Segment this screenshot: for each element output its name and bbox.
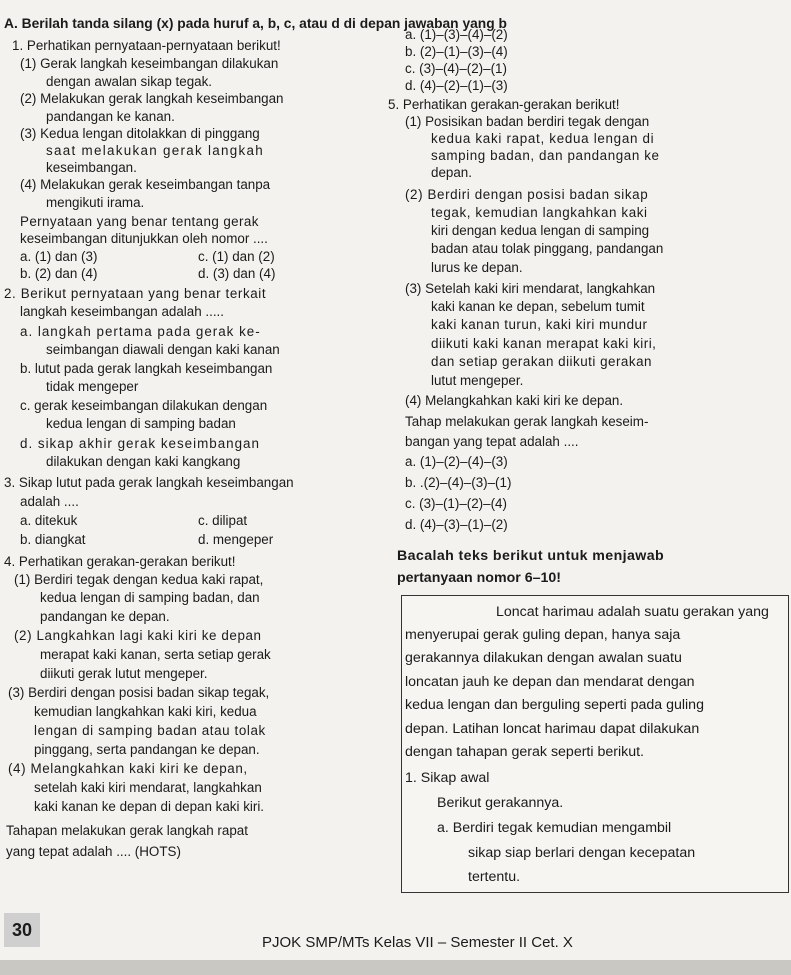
passage-line-4: loncatan jauh ke depan dan mendarat dengan xyxy=(405,674,695,690)
q5-step-1-cont3: depan. xyxy=(431,165,472,180)
question-3-stem-cont: adalah .... xyxy=(20,494,79,509)
q1-statement-3: (3) Kedua lengan ditolakkan di pinggang xyxy=(20,126,260,141)
q1-question-cont: keseimbangan ditunjukkan oleh nomor .... xyxy=(20,231,268,246)
question-3-stem: 3. Sikap lutut pada gerak langkah keseimbangan xyxy=(4,475,294,490)
reading-instruction: Bacalah teks berikut untuk menjawab xyxy=(397,548,665,564)
page-number: 30 xyxy=(4,913,40,947)
q5-step-2-cont3: badan atau tolak pinggang, pandangan xyxy=(431,241,664,256)
q5-step-2-cont: tegak, kemudian langkahkan kaki xyxy=(431,205,648,220)
q4-step-1-cont2: pandangan ke depan. xyxy=(40,609,170,624)
q4-step-4-cont: setelah kaki kiri mendarat, langkahkan xyxy=(34,780,262,795)
passage-line-6: depan. Latihan loncat harimau dapat dilakukan xyxy=(405,721,700,737)
passage-step-1-a-cont: sikap siap berlari dengan kecepatan xyxy=(468,845,696,861)
q4-step-3: (3) Berdiri dengan posisi badan sikap tegak, xyxy=(8,685,270,700)
q1-option-a: a. (1) dan (3) xyxy=(20,249,98,264)
q4-question: Tahapan melakukan gerak langkah rapat xyxy=(6,823,248,838)
q5-question: Tahap melakukan gerak langkah keseim- xyxy=(405,414,649,429)
question-5-stem: 5. Perhatikan gerakan-gerakan berikut! xyxy=(388,97,620,112)
q5-step-3: (3) Setelah kaki kiri mendarat, langkahkan xyxy=(405,281,656,296)
q5-step-4: (4) Melangkahkan kaki kiri ke depan. xyxy=(405,393,624,408)
q4-option-b: b. (2)–(1)–(3)–(4) xyxy=(405,44,508,59)
q3-option-d: d. mengeper xyxy=(198,532,274,547)
q5-question-cont: bangan yang tepat adalah .... xyxy=(405,434,579,449)
book-title: PJOK SMP/MTs Kelas VII – Semester II Cet. X xyxy=(262,934,573,951)
q4-step-4: (4) Melangkahkan kaki kiri ke depan, xyxy=(8,761,248,776)
q4-step-3-cont: kemudian langkahkan kaki kiri, kedua xyxy=(34,704,257,719)
q1-statement-2-cont: pandangan ke kanan. xyxy=(46,109,175,124)
passage-step-1-a: a. Berdiri tegak kemudian mengambil xyxy=(437,820,672,836)
passage-line-5: kedua lengan dan berguling seperti pada guling xyxy=(405,697,704,713)
q1-statement-1: (1) Gerak langkah keseimbangan dilakukan xyxy=(20,56,279,71)
q5-step-1: (1) Posisikan badan berdiri tegak dengan xyxy=(405,114,650,129)
q4-step-3-cont2: lengan di samping badan atau tolak xyxy=(34,723,266,738)
q4-option-c: c. (3)–(4)–(2)–(1) xyxy=(405,61,507,76)
q1-statement-3-cont2: keseimbangan. xyxy=(46,160,137,175)
q4-step-4-cont2: kaki kanan ke depan di depan kaki kiri. xyxy=(34,799,265,814)
q5-step-3-cont: kaki kanan ke depan, sebelum tumit xyxy=(431,299,645,314)
q1-option-b: b. (2) dan (4) xyxy=(20,266,98,281)
q5-option-b: b. .(2)–(4)–(3)–(1) xyxy=(405,475,512,490)
q3-option-a: a. ditekuk xyxy=(20,513,78,528)
q5-step-3-cont5: lutut mengeper. xyxy=(431,373,524,388)
q5-step-3-cont4: dan setiap gerakan diikuti gerakan xyxy=(431,354,652,369)
passage-step-1-intro: Berikut gerakannya. xyxy=(437,795,564,811)
q3-option-b: b. diangkat xyxy=(20,532,86,547)
passage-line-1: Loncat harimau adalah suatu gerakan yang xyxy=(496,604,769,620)
q2-option-d: d. sikap akhir gerak keseimbangan xyxy=(20,436,260,451)
q4-step-1: (1) Berdiri tegak dengan kedua kaki rapat, xyxy=(14,572,264,587)
q4-step-2: (2) Langkahkan lagi kaki kiri ke depan xyxy=(14,628,262,643)
q4-option-d: d. (4)–(2)–(1)–(3) xyxy=(405,78,508,93)
q2-option-b-cont: tidak mengeper xyxy=(46,379,139,394)
q1-statement-4-cont: mengikuti irama. xyxy=(46,195,145,210)
question-4-stem: 4. Perhatikan gerakan-gerakan berikut! xyxy=(4,554,236,569)
q1-statement-2: (2) Melakukan gerak langkah keseimbangan xyxy=(20,91,284,106)
q1-statement-3-cont: saat melakukan gerak langkah xyxy=(46,143,265,158)
q4-step-1-cont: kedua lengan di samping badan, dan xyxy=(40,590,260,605)
q4-question-cont: yang tepat adalah .... (HOTS) xyxy=(6,844,181,859)
q2-option-c-cont: kedua lengan di samping badan xyxy=(46,416,236,431)
q5-option-c: c. (3)–(1)–(2)–(4) xyxy=(405,496,507,511)
question-2-stem: 2. Berikut pernyataan yang benar terkait xyxy=(4,286,267,301)
q5-step-3-cont2: kaki kanan turun, kaki kiri mundur xyxy=(431,317,648,332)
q2-option-a: a. langkah pertama pada gerak ke- xyxy=(20,324,261,339)
q1-question: Pernyataan yang benar tentang gerak xyxy=(20,214,259,229)
q5-option-d: d. (4)–(3)–(1)–(2) xyxy=(405,517,508,532)
q2-option-a-cont: seimbangan diawali dengan kaki kanan xyxy=(46,342,280,357)
section-title: A. Berilah tanda silang (x) pada huruf a, b, c, atau d di depan jawaban yang b xyxy=(4,16,507,31)
q5-step-2-cont2: kiri dengan kedua lengan di samping xyxy=(431,223,650,238)
passage-step-1-a-cont2: tertentu. xyxy=(468,869,521,885)
passage-line-2: menyerupai gerak guling depan, hanya saja xyxy=(405,627,681,643)
q2-option-d-cont: dilakukan dengan kaki kangkang xyxy=(46,454,241,469)
q4-step-2-cont: merapat kaki kanan, serta setiap gerak xyxy=(40,647,271,662)
q1-option-c: c. (1) dan (2) xyxy=(198,249,275,264)
passage-line-3: gerakannya dilakukan dengan awalan suatu xyxy=(405,650,682,666)
q2-option-c: c. gerak keseimbangan dilakukan dengan xyxy=(20,398,268,413)
q4-option-a: a. (1)–(3)–(4)–(2) xyxy=(405,27,508,42)
page-bottom-strip xyxy=(0,960,791,975)
q5-step-2-cont4: lurus ke depan. xyxy=(431,260,523,275)
passage-step-1: 1. Sikap awal xyxy=(405,770,490,786)
q4-step-3-cont3: pinggang, serta pandangan ke depan. xyxy=(34,742,260,757)
q2-option-b: b. lutut pada gerak langkah keseimbangan xyxy=(20,361,273,376)
reading-instruction-cont: pertanyaan nomor 6–10! xyxy=(397,570,562,586)
q5-step-1-cont2: samping badan, dan pandangan ke xyxy=(431,148,660,163)
passage-line-7: dengan tahapan gerak seperti berikut. xyxy=(405,744,644,760)
q5-step-1-cont: kedua kaki rapat, kedua lengan di xyxy=(431,131,655,146)
q5-step-3-cont3: diikuti kaki kanan merapat kaki kiri, xyxy=(431,336,657,351)
q1-option-d: d. (3) dan (4) xyxy=(198,266,276,281)
q3-option-c: c. dilipat xyxy=(198,513,248,528)
q4-step-2-cont2: diikuti gerak lutut mengeper. xyxy=(40,666,208,681)
q1-statement-1-cont: dengan awalan sikap tegak. xyxy=(46,74,213,89)
q1-statement-4: (4) Melakukan gerak keseimbangan tanpa xyxy=(20,177,271,192)
question-2-stem-cont: langkah keseimbangan adalah ..... xyxy=(20,304,224,319)
q5-option-a: a. (1)–(2)–(4)–(3) xyxy=(405,454,508,469)
q5-step-2: (2) Berdiri dengan posisi badan sikap xyxy=(405,187,649,202)
question-1-stem: 1. Perhatikan pernyataan-pernyataan berikut! xyxy=(12,38,281,53)
